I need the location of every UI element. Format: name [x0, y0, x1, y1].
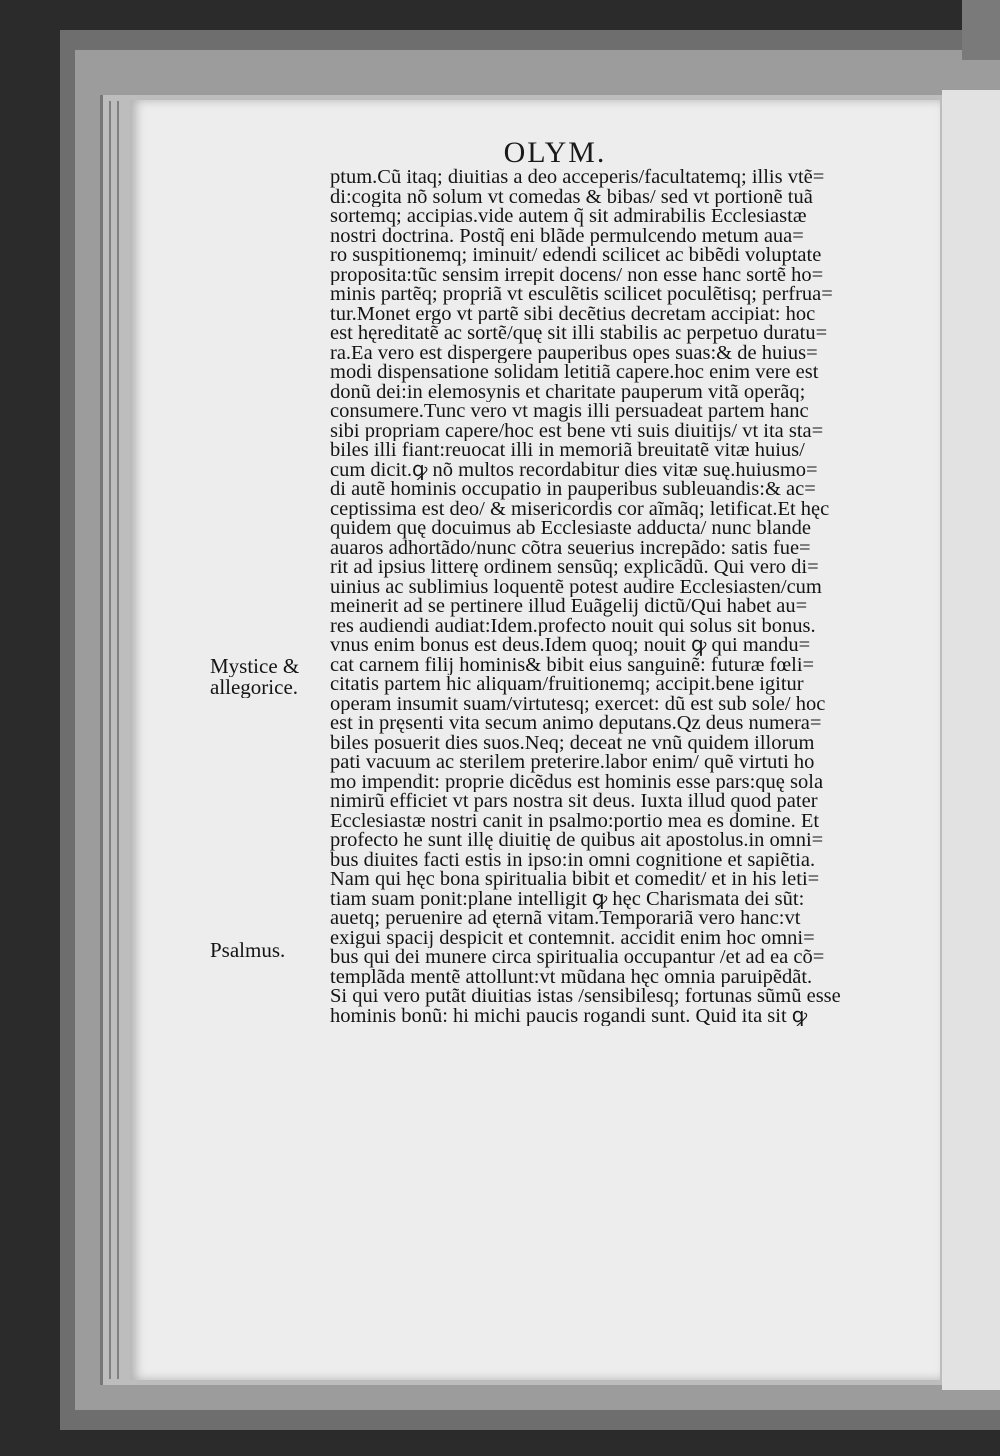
text-line: profecto he sunt illę diuitię de quibus ait apostolus.in omni= — [330, 831, 824, 851]
text-line: bus diuites facti estis in ipso:in omni cognitione et sapiẽtia. — [330, 850, 816, 870]
text-line: uinius ac sublimius loquentẽ potest audire Ecclesiasten/cum — [330, 577, 822, 597]
body-text — [330, 168, 910, 1026]
text-line: quidem quę docuimus ab Ecclesiaste adducta/ nunc blande — [330, 519, 812, 539]
text-line: ra.Ea vero est dispergere pauperibus opes suas:& de huius= — [330, 343, 818, 363]
margin-note-line: allegorice. — [210, 677, 299, 698]
book-page — [130, 100, 940, 1380]
text-line: biles posuerit dies suos.Neq; deceat ne vnũ quidem illorum — [330, 733, 815, 753]
text-line: modi dispensatione solidam letitiã capere.hoc enim vere est — [330, 363, 819, 383]
text-line: donũ dei:in elemosynis et charitate pauperum vitã operãq; — [330, 382, 806, 402]
text-line: bus qui dei munere circa spiritualia occupantur /et ad ea cõ= — [330, 948, 825, 968]
text-line: cum dicit.ꝙ nõ multos recordabitur dies vitæ suę.huiusmo= — [330, 460, 818, 480]
margin-note-mystice — [210, 656, 330, 698]
text-line: consumere.Tunc vero vt magis illi persuadeat partem hanc — [330, 402, 809, 422]
text-line: hominis bonũ: hi michi paucis rogandi sunt. Quid ita sit ꝙ — [330, 1006, 808, 1026]
text-line: res audiendi audiat:Idem.profecto nouit qui solus sit bonus. — [330, 616, 816, 636]
text-line: est hęreditatẽ ac sortẽ/quę sit illi stabilis ac perpetuo duratu= — [330, 324, 828, 344]
text-line: pati vacuum ac sterilem preterire.labor enim/ quẽ virtuti ho — [330, 753, 815, 773]
text-line: mo impendit: proprie dicẽdus est hominis esse pars:quę sola — [330, 772, 824, 792]
text-line: auetq; peruenire ad ęternã vitam.Temporariã vero hanc:vt — [330, 909, 801, 929]
text-line: templãda mentẽ attollunt:vt mũdana hęc omnia paruipẽdãt. — [330, 967, 813, 987]
text-line: Si qui vero putãt diuitias istas /sensibilesq; fortunas sũmũ esse — [330, 987, 841, 1007]
text-line: di:cogita nõ solum vt comedas & bibas/ sed vt portionẽ tuã — [330, 187, 813, 207]
text-line: ro suspitionemq; iminuit/ edendi scilicet ac bibẽdi voluptate — [330, 246, 822, 266]
facing-page-edge — [942, 90, 1000, 1390]
text-line: proposita:tũc sensim irrepit docens/ non esse hanc sortẽ ho= — [330, 265, 824, 285]
text-line: ceptissima est deo/ & misericordis cor aĩmãq; letificat.Et hęc — [330, 499, 830, 519]
margin-note-line: Mystice & — [210, 656, 300, 677]
margin-note-line: Psalmus. — [210, 940, 286, 961]
text-line: citatis partem hic aliquam/fruitionemq; accipit.bene igitur — [330, 675, 804, 695]
text-line: ptum.Cũ itaq; diuitias a deo acceperis/facultatemq; illis vtẽ= — [330, 168, 825, 188]
text-line: vnus enim bonus est deus.Idem quoq; nouit ꝙ qui mandu= — [330, 636, 811, 656]
text-line: sibi propriam capere/hoc est bene vti suis diuitijs/ vt ita sta= — [330, 421, 824, 441]
margin-note-psalmus — [210, 940, 330, 961]
book-strap — [962, 0, 1000, 60]
text-line: minis partẽq; propriã vt esculẽtis scilicet poculẽtisq; perfrua= — [330, 285, 833, 305]
running-header: OLYM. — [503, 136, 607, 169]
text-line: exigui spacij despicit et contemnit. accidit enim hoc omni= — [330, 928, 815, 948]
text-line: sortemq; accipias.vide autem q̃ sit admirabilis Ecclesiastæ — [330, 207, 807, 227]
text-line: rit ad ipsius litterę ordinem sensũq; explicãdũ. Qui vero di= — [330, 558, 819, 578]
text-line: operam insumit suam/virtutesq; exercet: dũ est sub sole/ hoc — [330, 694, 826, 714]
text-line: nostri doctrina. Postq̃ eni blãde permulcendo metum aua= — [330, 226, 804, 246]
text-line: Ecclesiastæ nostri canit in psalmo:portio mea es domine. Et — [330, 811, 820, 831]
text-line: auaros adhortãdo/nunc cõtra seuerius increpãdo: satis fue= — [330, 538, 811, 558]
text-line: est in pręsenti vita secum animo deputans.Qz deus numera= — [330, 714, 822, 734]
text-line: Nam qui hęc bona spiritualia bibit et comedit/ et in his leti= — [330, 870, 820, 890]
text-line: tur.Monet ergo vt partẽ sibi decẽtius decretam accipiat: hoc — [330, 304, 816, 324]
text-line: cat carnem filij hominis& bibit eius sanguinẽ: futuræ fœli= — [330, 655, 815, 675]
text-line: di autẽ hominis occupatio in pauperibus subleuandis:& ac= — [330, 480, 816, 500]
text-line: biles illi fiant:reuocat illi in memoriã breuitatẽ vitæ huius/ — [330, 441, 805, 461]
text-line: meinerit ad se pertinere illud Euãgelij dictũ/Qui habet au= — [330, 597, 808, 617]
text-line: nimirũ efficiet vt pars nostra sit deus. Iuxta illud quod pater — [330, 792, 818, 812]
text-line: tiam suam ponit:plane intelligit ꝙ hęc Charismata dei sũt: — [330, 889, 805, 909]
